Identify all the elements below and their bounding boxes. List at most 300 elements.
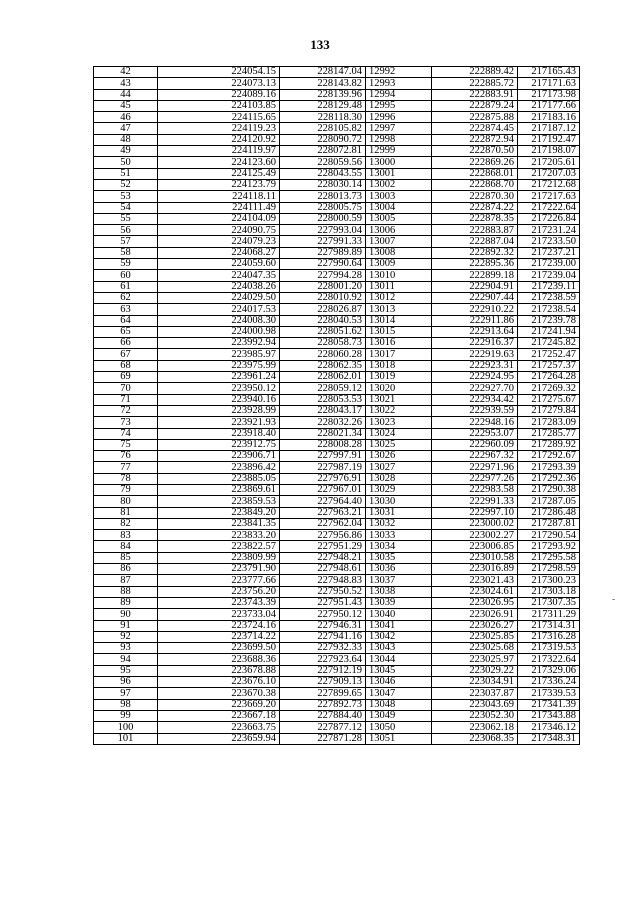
point-number-left-cell: 57 [94,236,158,247]
y-coordinate-right-cell: 217239.11 [518,281,580,292]
table-row [94,338,580,349]
point-number-left-cell: 67 [94,349,158,360]
point-number-left-cell: 74 [94,428,158,439]
y-coordinate-left-cell: 227956.86 [280,530,366,541]
x-coordinate-left-cell: 224029.50 [158,292,280,303]
x-coordinate-left-cell: 223950.12 [158,383,280,394]
point-number-left-cell: 79 [94,484,158,495]
point-number-right-cell: 13031 [366,507,432,518]
x-coordinate-right-cell: 222878.35 [432,213,518,224]
y-coordinate-left-cell: 227877.12 [280,722,366,733]
y-coordinate-right-cell: 217343.88 [518,710,580,721]
table-row [94,236,580,247]
point-number-right-cell: 13027 [366,462,432,473]
x-coordinate-right-cell: 222991.33 [432,496,518,507]
table-row [94,518,580,529]
x-coordinate-right-cell: 223029.22 [432,665,518,676]
y-coordinate-left-cell: 228005.75 [280,202,366,213]
table-row [94,405,580,416]
point-number-left-cell: 78 [94,473,158,484]
x-coordinate-left-cell: 223667.18 [158,710,280,721]
y-coordinate-right-cell: 217238.54 [518,304,580,315]
point-number-right-cell: 13016 [366,338,432,349]
x-coordinate-right-cell: 222924.95 [432,372,518,383]
y-coordinate-left-cell: 228051.62 [280,326,366,337]
y-coordinate-left-cell: 228000.59 [280,213,366,224]
y-coordinate-left-cell: 228021.34 [280,428,366,439]
x-coordinate-right-cell: 223000.02 [432,518,518,529]
x-coordinate-right-cell: 222971.96 [432,462,518,473]
table-row [94,484,580,495]
point-number-left-cell: 56 [94,225,158,236]
table-row [94,157,580,168]
table-row [94,213,580,224]
y-coordinate-right-cell: 217292.36 [518,473,580,484]
point-number-left-cell: 86 [94,564,158,575]
table-row [94,270,580,281]
point-number-left-cell: 93 [94,643,158,654]
y-coordinate-left-cell: 227976.91 [280,473,366,484]
y-coordinate-left-cell: 227892.73 [280,699,366,710]
table-row [94,100,580,111]
x-coordinate-left-cell: 223841.35 [158,518,280,529]
point-number-right-cell: 13002 [366,179,432,190]
x-coordinate-right-cell: 223025.97 [432,654,518,665]
x-coordinate-left-cell: 223896.42 [158,462,280,473]
point-number-left-cell: 101 [94,733,158,744]
point-number-left-cell: 68 [94,360,158,371]
x-coordinate-right-cell: 223034.91 [432,677,518,688]
x-coordinate-left-cell: 224123.60 [158,157,280,168]
y-coordinate-left-cell: 227951.43 [280,597,366,608]
y-coordinate-left-cell: 228129.48 [280,100,366,111]
x-coordinate-right-cell: 222892.32 [432,247,518,258]
point-number-right-cell: 13023 [366,417,432,428]
y-coordinate-right-cell: 217222.64 [518,202,580,213]
x-coordinate-left-cell: 223885.05 [158,473,280,484]
point-number-left-cell: 46 [94,112,158,123]
point-number-left-cell: 43 [94,78,158,89]
x-coordinate-right-cell: 222939.59 [432,405,518,416]
x-coordinate-right-cell: 222910.22 [432,304,518,315]
x-coordinate-left-cell: 224059.60 [158,259,280,270]
point-number-left-cell: 98 [94,699,158,710]
point-number-left-cell: 94 [94,654,158,665]
y-coordinate-left-cell: 227962.04 [280,518,366,529]
table-row [94,586,580,597]
point-number-left-cell: 66 [94,338,158,349]
x-coordinate-right-cell: 223025.85 [432,631,518,642]
y-coordinate-right-cell: 217295.58 [518,552,580,563]
point-number-right-cell: 12993 [366,78,432,89]
y-coordinate-left-cell: 227990.64 [280,259,366,270]
x-coordinate-right-cell: 222875.88 [432,112,518,123]
y-coordinate-right-cell: 217339.53 [518,688,580,699]
y-coordinate-left-cell: 227946.31 [280,620,366,631]
table-row [94,372,580,383]
y-coordinate-right-cell: 217238.59 [518,292,580,303]
x-coordinate-left-cell: 224119.97 [158,146,280,157]
y-coordinate-right-cell: 217231.24 [518,225,580,236]
point-number-right-cell: 13040 [366,609,432,620]
point-number-right-cell: 13045 [366,665,432,676]
table-row [94,564,580,575]
point-number-left-cell: 50 [94,157,158,168]
y-coordinate-right-cell: 217233.50 [518,236,580,247]
x-coordinate-right-cell: 222919.63 [432,349,518,360]
y-coordinate-left-cell: 228043.17 [280,405,366,416]
x-coordinate-left-cell: 224103.85 [158,100,280,111]
x-coordinate-right-cell: 223026.91 [432,609,518,620]
point-number-right-cell: 13043 [366,643,432,654]
table-row [94,112,580,123]
point-number-right-cell: 13025 [366,439,432,450]
x-coordinate-right-cell: 223016.89 [432,564,518,575]
x-coordinate-right-cell: 222870.50 [432,146,518,157]
point-number-left-cell: 62 [94,292,158,303]
y-coordinate-left-cell: 228058.73 [280,338,366,349]
x-coordinate-right-cell: 223024.61 [432,586,518,597]
point-number-right-cell: 13048 [366,699,432,710]
point-number-right-cell: 13028 [366,473,432,484]
y-coordinate-left-cell: 227941.16 [280,631,366,642]
point-number-left-cell: 76 [94,451,158,462]
table-row [94,78,580,89]
y-coordinate-left-cell: 227932.33 [280,643,366,654]
y-coordinate-right-cell: 217198.07 [518,146,580,157]
point-number-right-cell: 13033 [366,530,432,541]
point-number-left-cell: 65 [94,326,158,337]
table-row [94,123,580,134]
x-coordinate-left-cell: 223906.71 [158,451,280,462]
x-coordinate-right-cell: 222977.26 [432,473,518,484]
x-coordinate-right-cell: 222907.44 [432,292,518,303]
table-row [94,654,580,665]
y-coordinate-right-cell: 217207.03 [518,168,580,179]
y-coordinate-right-cell: 217165.43 [518,67,580,78]
y-coordinate-left-cell: 227963.21 [280,507,366,518]
x-coordinate-right-cell: 223062.18 [432,722,518,733]
point-number-left-cell: 47 [94,123,158,134]
point-number-left-cell: 61 [94,281,158,292]
y-coordinate-right-cell: 217329.06 [518,665,580,676]
x-coordinate-right-cell: 222904.91 [432,281,518,292]
x-coordinate-right-cell: 222997.10 [432,507,518,518]
x-coordinate-left-cell: 223992.94 [158,338,280,349]
y-coordinate-left-cell: 227991.33 [280,236,366,247]
x-coordinate-left-cell: 223985.97 [158,349,280,360]
point-number-left-cell: 71 [94,394,158,405]
table-row [94,722,580,733]
y-coordinate-left-cell: 227899.65 [280,688,366,699]
point-number-left-cell: 84 [94,541,158,552]
point-number-left-cell: 90 [94,609,158,620]
x-coordinate-left-cell: 223733.04 [158,609,280,620]
point-number-right-cell: 13039 [366,597,432,608]
table-row [94,304,580,315]
x-coordinate-left-cell: 223791.90 [158,564,280,575]
y-coordinate-right-cell: 217257.37 [518,360,580,371]
table-row [94,665,580,676]
x-coordinate-right-cell: 223052.30 [432,710,518,721]
point-number-left-cell: 55 [94,213,158,224]
y-coordinate-left-cell: 228139.96 [280,89,366,100]
point-number-left-cell: 77 [94,462,158,473]
x-coordinate-left-cell: 223663.75 [158,722,280,733]
y-coordinate-left-cell: 228008.28 [280,439,366,450]
point-number-right-cell: 12996 [366,112,432,123]
y-coordinate-left-cell: 227967.01 [280,484,366,495]
point-number-right-cell: 13036 [366,564,432,575]
point-number-left-cell: 91 [94,620,158,631]
y-coordinate-right-cell: 217239.78 [518,315,580,326]
x-coordinate-right-cell: 222869.26 [432,157,518,168]
y-coordinate-right-cell: 217311.29 [518,609,580,620]
table-row [94,225,580,236]
point-number-left-cell: 89 [94,597,158,608]
y-coordinate-right-cell: 217187.12 [518,123,580,134]
x-coordinate-right-cell: 222911.86 [432,315,518,326]
y-coordinate-left-cell: 227993.04 [280,225,366,236]
point-number-right-cell: 13000 [366,157,432,168]
table-row [94,643,580,654]
point-number-left-cell: 64 [94,315,158,326]
point-number-left-cell: 85 [94,552,158,563]
point-number-right-cell: 13050 [366,722,432,733]
point-number-left-cell: 81 [94,507,158,518]
x-coordinate-left-cell: 223688.36 [158,654,280,665]
x-coordinate-right-cell: 222879.24 [432,100,518,111]
point-number-right-cell: 13038 [366,586,432,597]
y-coordinate-right-cell: 217303.18 [518,586,580,597]
y-coordinate-left-cell: 228040.53 [280,315,366,326]
point-number-left-cell: 92 [94,631,158,642]
y-coordinate-left-cell: 228032.26 [280,417,366,428]
point-number-right-cell: 13026 [366,451,432,462]
point-number-right-cell: 12998 [366,134,432,145]
y-coordinate-right-cell: 217300.23 [518,575,580,586]
point-number-right-cell: 13011 [366,281,432,292]
point-number-left-cell: 72 [94,405,158,416]
x-coordinate-right-cell: 222967.32 [432,451,518,462]
margin-mark: - [612,594,616,605]
x-coordinate-left-cell: 223859.53 [158,496,280,507]
x-coordinate-right-cell: 222913.64 [432,326,518,337]
table-row [94,89,580,100]
x-coordinate-left-cell: 223921.93 [158,417,280,428]
table-row [94,383,580,394]
y-coordinate-left-cell: 228010.92 [280,292,366,303]
point-number-left-cell: 42 [94,67,158,78]
x-coordinate-left-cell: 224089.16 [158,89,280,100]
y-coordinate-right-cell: 217285.77 [518,428,580,439]
point-number-left-cell: 49 [94,146,158,157]
table-row [94,597,580,608]
y-coordinate-left-cell: 227950.52 [280,586,366,597]
x-coordinate-left-cell: 224104.09 [158,213,280,224]
x-coordinate-right-cell: 223037.87 [432,688,518,699]
y-coordinate-right-cell: 217183.16 [518,112,580,123]
point-number-right-cell: 13014 [366,315,432,326]
point-number-right-cell: 13047 [366,688,432,699]
x-coordinate-left-cell: 224118.11 [158,191,280,202]
x-coordinate-left-cell: 223849.20 [158,507,280,518]
table-row [94,473,580,484]
point-number-right-cell: 13042 [366,631,432,642]
x-coordinate-left-cell: 223961.24 [158,372,280,383]
y-coordinate-right-cell: 217290.54 [518,530,580,541]
x-coordinate-right-cell: 222960.09 [432,439,518,450]
table-body [94,67,580,745]
table-row [94,281,580,292]
x-coordinate-right-cell: 222934.42 [432,394,518,405]
x-coordinate-right-cell: 223026.27 [432,620,518,631]
y-coordinate-right-cell: 217290.38 [518,484,580,495]
y-coordinate-right-cell: 217237.21 [518,247,580,258]
x-coordinate-left-cell: 223756.20 [158,586,280,597]
table-row [94,168,580,179]
y-coordinate-right-cell: 217239.04 [518,270,580,281]
y-coordinate-left-cell: 228043.55 [280,168,366,179]
point-number-left-cell: 80 [94,496,158,507]
point-number-right-cell: 13009 [366,259,432,270]
x-coordinate-right-cell: 223021.43 [432,575,518,586]
table-row [94,677,580,688]
x-coordinate-right-cell: 222983.58 [432,484,518,495]
y-coordinate-left-cell: 227950.12 [280,609,366,620]
point-number-left-cell: 51 [94,168,158,179]
point-number-left-cell: 59 [94,259,158,270]
y-coordinate-left-cell: 228026.87 [280,304,366,315]
y-coordinate-left-cell: 227871.28 [280,733,366,744]
y-coordinate-right-cell: 217245.82 [518,338,580,349]
point-number-right-cell: 13017 [366,349,432,360]
point-number-left-cell: 53 [94,191,158,202]
point-number-right-cell: 13032 [366,518,432,529]
y-coordinate-right-cell: 217264.28 [518,372,580,383]
y-coordinate-left-cell: 228118.30 [280,112,366,123]
y-coordinate-left-cell: 228053.53 [280,394,366,405]
point-number-left-cell: 97 [94,688,158,699]
y-coordinate-left-cell: 228059.56 [280,157,366,168]
point-number-right-cell: 13022 [366,405,432,416]
x-coordinate-left-cell: 223743.39 [158,597,280,608]
y-coordinate-right-cell: 217269.32 [518,383,580,394]
point-number-right-cell: 13008 [366,247,432,258]
point-number-right-cell: 13003 [366,191,432,202]
point-number-right-cell: 13051 [366,733,432,744]
table-row [94,179,580,190]
y-coordinate-right-cell: 217177.66 [518,100,580,111]
x-coordinate-left-cell: 224090.75 [158,225,280,236]
y-coordinate-left-cell: 228062.35 [280,360,366,371]
point-number-right-cell: 13044 [366,654,432,665]
x-coordinate-left-cell: 224073.13 [158,78,280,89]
y-coordinate-right-cell: 217241.94 [518,326,580,337]
coordinates-table [93,66,580,745]
point-number-right-cell: 13019 [366,372,432,383]
x-coordinate-right-cell: 223026.95 [432,597,518,608]
x-coordinate-left-cell: 223809.99 [158,552,280,563]
x-coordinate-left-cell: 223918.40 [158,428,280,439]
y-coordinate-left-cell: 228060.28 [280,349,366,360]
point-number-left-cell: 70 [94,383,158,394]
point-number-right-cell: 13030 [366,496,432,507]
table-row [94,428,580,439]
table-row [94,496,580,507]
x-coordinate-right-cell: 222889.42 [432,67,518,78]
point-number-left-cell: 63 [94,304,158,315]
x-coordinate-left-cell: 223822.57 [158,541,280,552]
point-number-right-cell: 13034 [366,541,432,552]
table-row [94,67,580,78]
x-coordinate-right-cell: 222916.37 [432,338,518,349]
y-coordinate-right-cell: 217293.39 [518,462,580,473]
table-row [94,710,580,721]
y-coordinate-right-cell: 217279.84 [518,405,580,416]
y-coordinate-left-cell: 227987.19 [280,462,366,473]
point-number-right-cell: 13024 [366,428,432,439]
y-coordinate-left-cell: 228013.73 [280,191,366,202]
x-coordinate-left-cell: 223669.20 [158,699,280,710]
x-coordinate-left-cell: 224017.53 [158,304,280,315]
table-row [94,620,580,631]
point-number-left-cell: 58 [94,247,158,258]
x-coordinate-left-cell: 223659.94 [158,733,280,744]
x-coordinate-right-cell: 223002.27 [432,530,518,541]
x-coordinate-right-cell: 222953.07 [432,428,518,439]
x-coordinate-left-cell: 224111.49 [158,202,280,213]
point-number-left-cell: 96 [94,677,158,688]
point-number-left-cell: 44 [94,89,158,100]
point-number-left-cell: 45 [94,100,158,111]
table-row [94,688,580,699]
table-row [94,417,580,428]
y-coordinate-left-cell: 227964.40 [280,496,366,507]
page-number: 133 [310,37,330,52]
point-number-right-cell: 13006 [366,225,432,236]
x-coordinate-left-cell: 224079.23 [158,236,280,247]
y-coordinate-left-cell: 228090.72 [280,134,366,145]
y-coordinate-right-cell: 217322.64 [518,654,580,665]
point-number-right-cell: 13020 [366,383,432,394]
x-coordinate-left-cell: 223869.61 [158,484,280,495]
point-number-left-cell: 69 [94,372,158,383]
x-coordinate-right-cell: 222868.01 [432,168,518,179]
y-coordinate-left-cell: 227948.83 [280,575,366,586]
table-row [94,146,580,157]
point-number-left-cell: 95 [94,665,158,676]
y-coordinate-right-cell: 217217.63 [518,191,580,202]
x-coordinate-left-cell: 224120.92 [158,134,280,145]
table-row [94,541,580,552]
x-coordinate-left-cell: 224054.15 [158,67,280,78]
x-coordinate-right-cell: 222927.70 [432,383,518,394]
y-coordinate-left-cell: 227951.29 [280,541,366,552]
y-coordinate-left-cell: 228001.20 [280,281,366,292]
x-coordinate-left-cell: 223940.16 [158,394,280,405]
y-coordinate-left-cell: 228147.04 [280,67,366,78]
y-coordinate-right-cell: 217348.31 [518,733,580,744]
y-coordinate-right-cell: 217336.24 [518,677,580,688]
x-coordinate-right-cell: 222887.04 [432,236,518,247]
x-coordinate-left-cell: 223699.50 [158,643,280,654]
y-coordinate-right-cell: 217287.81 [518,518,580,529]
x-coordinate-left-cell: 224008.30 [158,315,280,326]
y-coordinate-left-cell: 228059.12 [280,383,366,394]
x-coordinate-right-cell: 222872.94 [432,134,518,145]
point-number-left-cell: 54 [94,202,158,213]
